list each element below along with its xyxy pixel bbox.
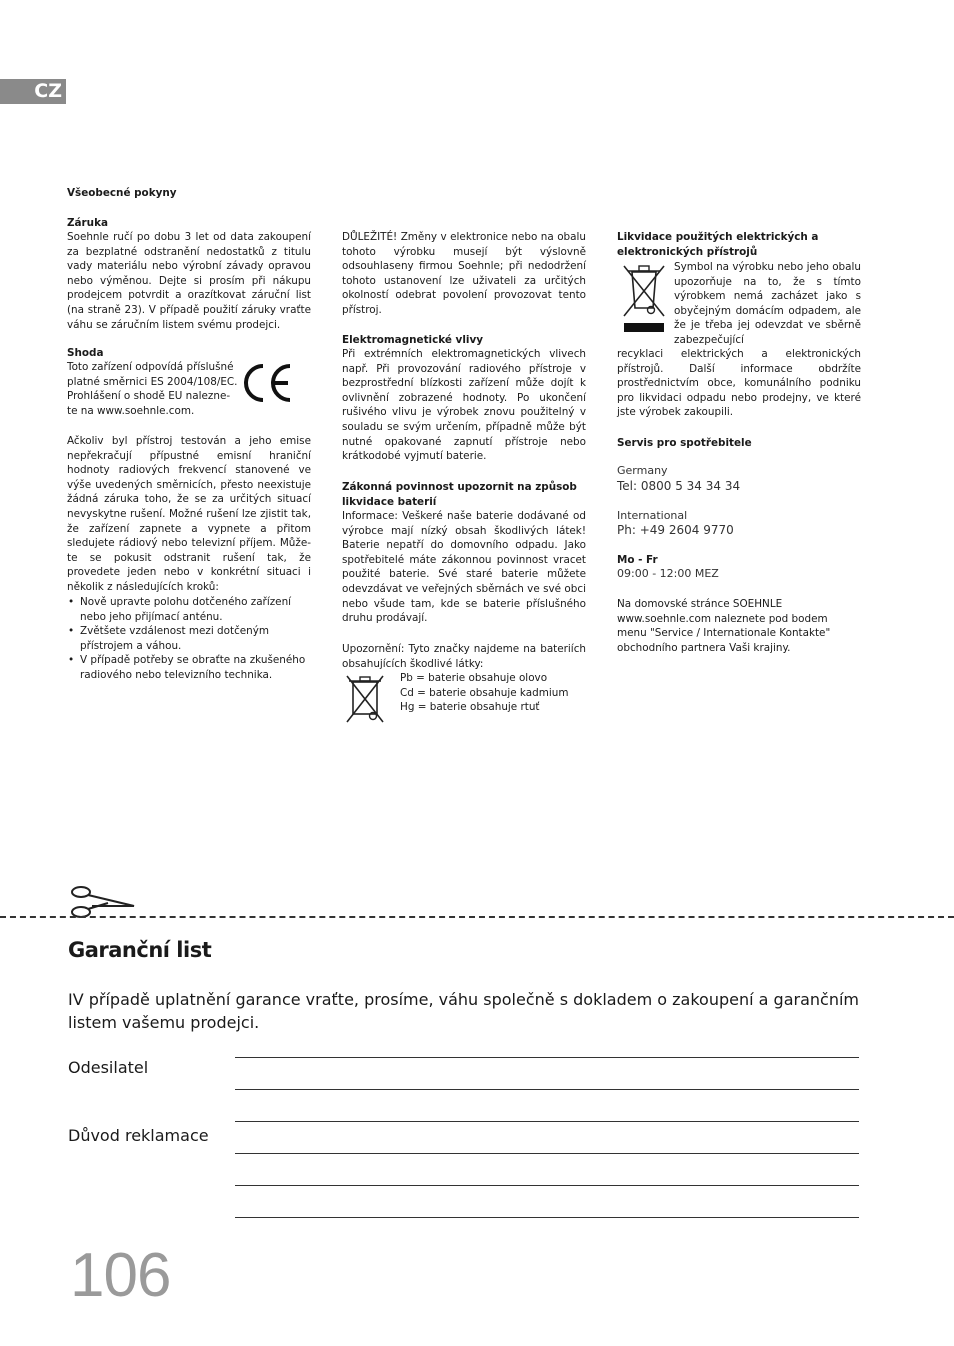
list-item: • Zvětšete vzdálenost mezi dotčeným přístrojem a váhou. [67,624,317,653]
weee-title: Likvidace použitých elektrických a elektronických přístrojů [617,231,819,258]
hours-value: 09:00 - 12:00 MEZ [617,567,719,580]
germany-label: Germany [617,464,668,477]
conformity-text: Toto zařízení odpovídá příslušné platné směrnici ES 2004/108/EC. Prohlášení o shodě EU nalezne- te na www.soehnle.com. [67,361,238,417]
list-item: • Nově upravte polohu dotčeného zařízení nebo jeho přijímací anténu. [67,595,317,624]
sender-line[interactable] [235,1121,859,1122]
reason-line[interactable] [235,1153,859,1154]
interference-steps-list [67,595,317,683]
warranty-text: Soehnle ručí po dobu 3 let od data zakoupení za bezplatné odstranění nedostatků z titulu vady materiálu nebo výrobní závady opravou nebo výměnou. Dejte si prosím při nákupu prodejcem potvrdit a orazítkovat záruční list (na straně 23). V případě použití záruky vraťte váhu se záručním listem svému prodejci. [67,231,311,331]
important-notice: DŮLEŽITÉ! Změny v elektronice nebo na obalu tohoto výrobku musejí být výslovně odsouhlaseny firmou Soehnle; při nedodržení tohoto ustanovení lze uživateli za určitých okolností odebrat povolení provozovat tento přístroj. [342,231,586,316]
warranty-title: Záruka [67,217,108,229]
cut-line [0,916,954,918]
reason-label: Důvod reklamace [68,1126,209,1145]
list-item: Pb = baterie obsahuje olovo [400,672,548,684]
conformity-title: Shoda [67,347,104,359]
language-tab: CZ [0,79,66,104]
emc-text: Při extrémních elektromagnetických vlivech např. Při provozování radiového přístroje v bezprostřední blízkosti zařízení může dojít k ovlivnění zobrazené hodnoty. Po ukončení rušivého vlivu je výrobek znovu použitelný v souladu se svým určením, případně může být nutné opakované zapnutí přístroje nebo krátkodobé vyjmutí baterie. [342,348,586,463]
service-title: Servis pro spotřebitele [617,437,752,449]
list-item: • V případě potřeby se obraťte na zkušeného radiového nebo televizního technika. [67,653,317,682]
interference-text: Ačkoliv byl přístroj testován a jeho emise nepřekračují přípustné emisní hraniční hodnoty radiových frekvencí stanovené ve výše uvedených směrnicích, přesto neexistuje žádná záruka toho, že se za určitých situací nevyskytne rušení. Možné rušení lze zjistit tak, že zařízení zapnete a vypnete a přitom sledujete rádiový nebo televizní příjem. Může-te se pokusit odstranit rušení tak, že provedete jeden nebo v konkrétní situaci i několik z následujících kroků: [67,435,311,593]
weee-text: Symbol na výrobku nebo jeho obalu upozorňuje na to, že s tímto výrobkem nemá zacházet jako s obyčejným domácím odpadem, ale že je třeba jej odevzdat ve sběrně zabezpečující [674,261,861,346]
weee-text-continued: recyklaci elektrických a elektronických přístrojů. Další informace obdržíte prostřednictvím obce, komunálního podniku pro likvidaci odpadu nebo prodejny, ve které jste výrobek zakoupili. [617,348,861,419]
page-number: 106 [70,1241,171,1310]
list-item: Cd = baterie obsahuje kadmium [400,686,569,699]
battery-text: Informace: Veškeré naše baterie dodávané od výrobce mají nízký obsah škodlivých látek! Baterie nepatří do domovního odpadu. Jako spotřebitelé máte zákonnou povinnost vracet použité baterie. Své staré baterie můžete odevzdávat ve veřejných sběrnách ve své obci nebo všude tam, kde se baterie příslušného druhu prodávají. [342,510,586,625]
germany-phone: Tel: 0800 5 34 34 34 [617,479,741,493]
warranty-card-title: Garanční list [68,938,212,962]
symbols-intro: Upozornění: Tyto značky najdeme na bateriích obsahujících škodlivé látky: [342,643,586,670]
sender-label: Odesilatel [68,1058,149,1077]
list-item: Hg = baterie obsahuje rtuť [400,701,540,714]
symbols-list [400,671,568,715]
sender-line[interactable] [235,1089,859,1090]
reason-line[interactable] [235,1217,859,1218]
international-phone: Ph: +49 2604 9770 [617,523,734,537]
hours-label: Mo - Fr [617,554,658,566]
crossed-bin-icon [343,672,387,724]
warranty-card-intro: IV případě uplatnění garance vraťte, prosíme, váhu společně s dokladem o zakoupení a garančním listem vašemu prodejci. [68,990,859,1032]
ce-mark-icon [240,362,294,404]
website-text: Na domovské stránce SOEHNLE www.soehnle.com naleznete pod bodem menu "Service / Internationale Kontakte" obchodního partnera Vaši krajiny. [617,598,831,654]
weee-crossed-bin-icon [620,262,668,334]
section-heading: Všeobecné pokyny [67,187,177,199]
emc-title: Elektromagnetické vlivy [342,334,483,346]
international-label: International [617,509,688,522]
reason-line[interactable] [235,1185,859,1186]
battery-title: Zákonná povinnost upozornit na způsob likvidace baterií [342,481,577,508]
sender-line[interactable] [235,1057,859,1058]
